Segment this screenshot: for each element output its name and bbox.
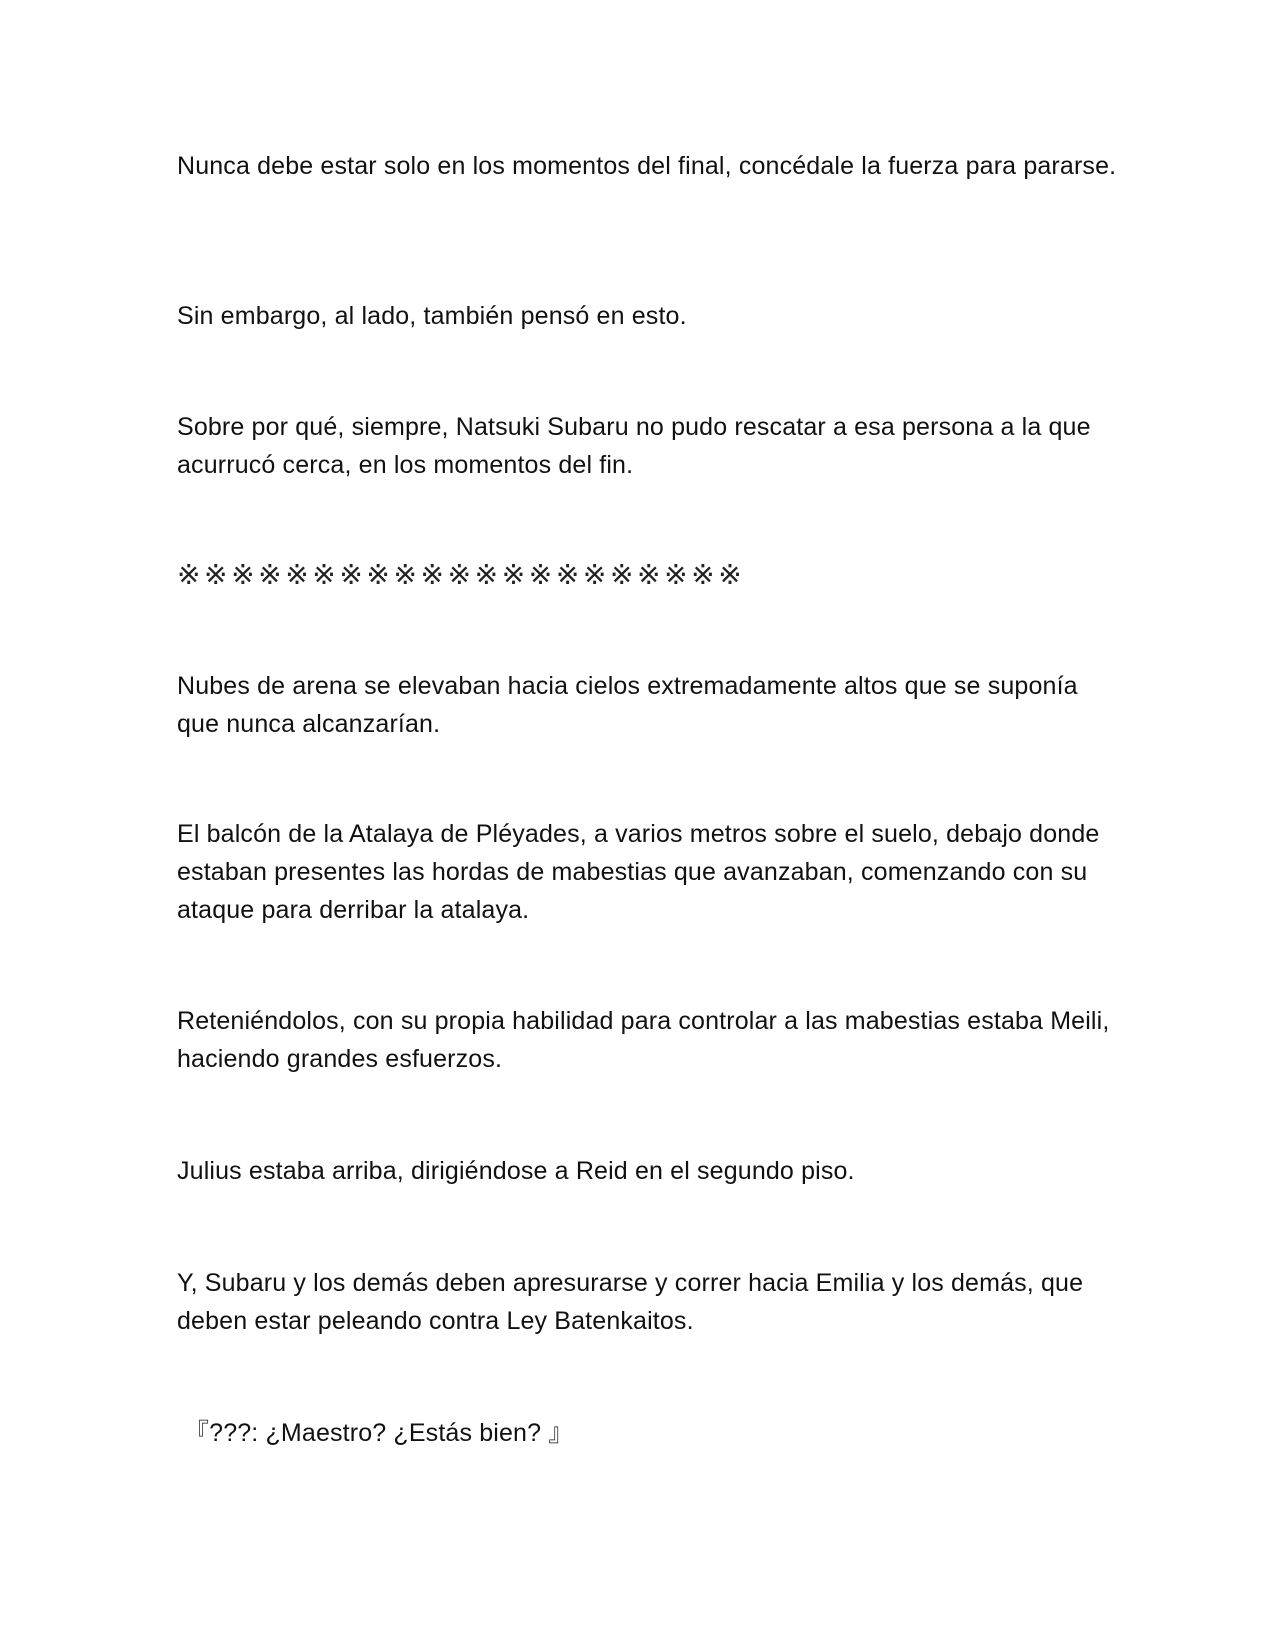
paragraph-julius: Julius estaba arriba, dirigiéndose a Reid en el segundo piso.	[177, 1157, 855, 1185]
paragraph-subaru-rescue: Sobre por qué, siempre, Natsuki Subaru no pudo rescatar a esa persona a la que acurrucó cerca, en los momentos del fin.	[177, 413, 1091, 479]
paragraph-final-moments: Nunca debe estar solo en los momentos del final, concédale la fuerza para pararse.	[177, 152, 1117, 180]
dialogue-line: 『???: ¿Maestro? ¿Estás bien? 』	[184, 1419, 574, 1447]
paragraph-balcony: El balcón de la Atalaya de Pléyades, a varios metros sobre el suelo, debajo donde estaban presentes las hordas de mabestias que avanzaban, comenzando con su ataque para derribar la atalaya.	[177, 820, 1100, 924]
scene-separator: ※※※※※※※※※※※※※※※※※※※※※	[177, 558, 746, 591]
paragraph-subaru-emilia: Y, Subaru y los demás deben apresurarse y correr hacia Emilia y los demás, que deben estar peleando contra Ley Batenkaitos.	[177, 1269, 1084, 1335]
paragraph-meili: Reteniéndolos, con su propia habilidad para controlar a las mabestias estaba Meili, haciendo grandes esfuerzos.	[177, 1007, 1110, 1073]
paragraph-sin-embargo: Sin embargo, al lado, también pensó en esto.	[177, 302, 687, 330]
paragraph-sand-clouds: Nubes de arena se elevaban hacia cielos extremadamente altos que se suponía que nunca alcanzarían.	[177, 672, 1078, 738]
